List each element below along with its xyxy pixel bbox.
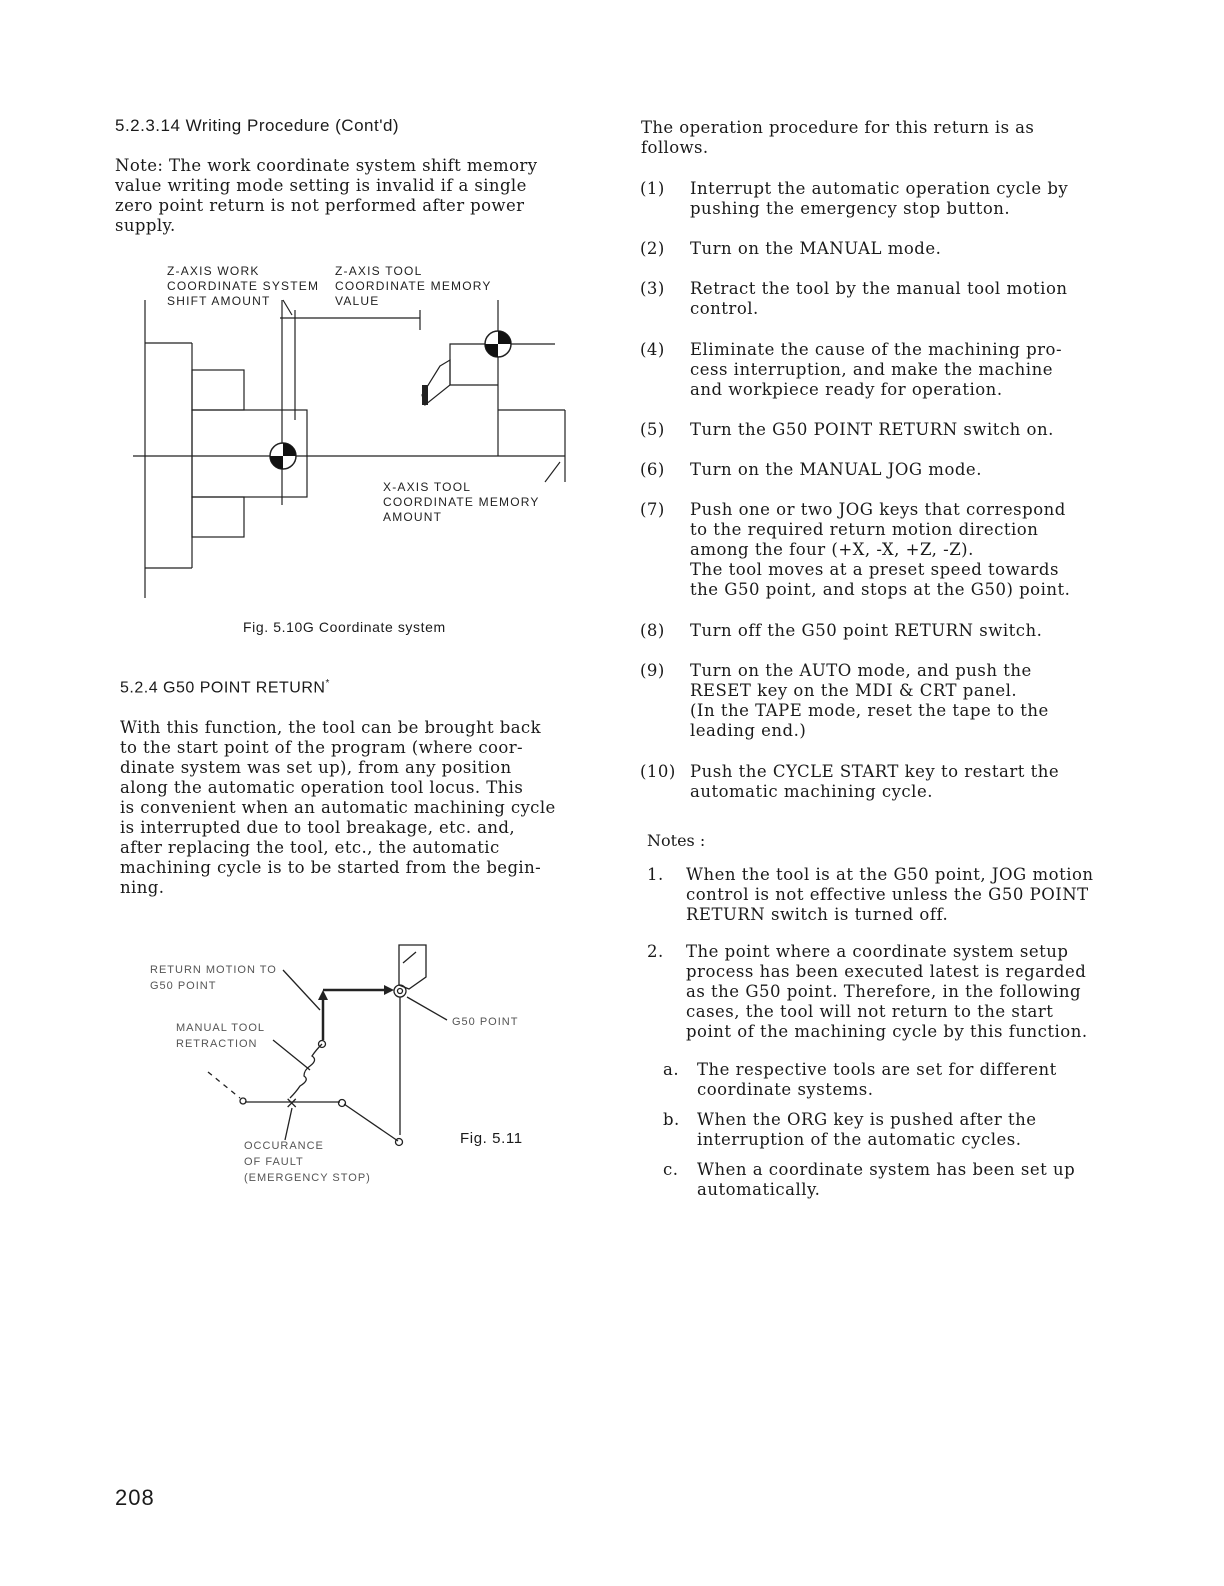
step-item — [640, 179, 1120, 219]
step-text: Interrupt the automatic operation cycle by pushing the emergency stop button. — [690, 179, 1069, 218]
step-number: (9) — [640, 661, 665, 680]
subnote-text: When a coordinate system has been set up automatically. — [697, 1160, 1076, 1199]
label-z-work-shift: Z-AXIS WORK COORDINATE SYSTEM SHIFT AMOUNT — [167, 264, 320, 308]
label-g50-point: G50 POINT — [452, 1016, 519, 1028]
figure-caption-5-10g: Fig. 5.10G Coordinate system — [243, 619, 446, 635]
page-number: 208 — [115, 1485, 155, 1510]
function-paragraph: With this function, the tool can be brought back to the start point of the program (where coor- dinate system was set up), from any position along the automatic operation tool locus. This is convenient when an automatic machining cycle is interrupted due to tool breakage, etc. and, after replacing the tool, etc., the automatic machining cycle is to be started from the begin- ning. — [120, 718, 556, 897]
label-x-tool-memory: X-AXIS TOOL COORDINATE MEMORY AMOUNT — [383, 480, 540, 524]
step-number: (6) — [640, 460, 665, 479]
step-number: (7) — [640, 500, 665, 519]
step-item — [640, 500, 1120, 600]
label-fault: OCCURANCE OF FAULT (EMERGENCY STOP) — [244, 1140, 371, 1184]
step-item — [640, 661, 1120, 741]
note-number: 2. — [647, 942, 664, 961]
step-item — [640, 460, 1120, 480]
section-heading: 5.2.3.14 Writing Procedure (Cont'd) — [115, 116, 400, 135]
step-item — [640, 762, 1120, 802]
note-paragraph: Note: The work coordinate system shift memory value writing mode setting is invalid if a single zero point return is not performed after power supply. — [115, 156, 538, 235]
note-text: When the tool is at the G50 point, JOG motion control is not effective unless the G50 POINT RETURN switch is turned off. — [686, 865, 1094, 924]
label-z-tool-memory: Z-AXIS TOOL COORDINATE MEMORY VALUE — [335, 264, 492, 308]
figure-caption-5-11: Fig. 5.11 — [460, 1130, 523, 1147]
step-item — [640, 340, 1120, 400]
label-return-motion: RETURN MOTION TO G50 POINT — [150, 964, 277, 992]
step-number: (10) — [640, 762, 676, 781]
step-text: Turn on the MANUAL JOG mode. — [690, 460, 982, 479]
step-item — [640, 621, 1120, 641]
note-item — [647, 942, 1127, 1042]
step-number: (4) — [640, 340, 665, 359]
step-number: (5) — [640, 420, 665, 439]
step-item — [640, 420, 1120, 440]
subnote-text: When the ORG key is pushed after the interruption of the automatic cycles. — [697, 1110, 1037, 1149]
heading-g50-mark: * — [325, 678, 330, 689]
step-number: (8) — [640, 621, 665, 640]
step-text: Turn on the MANUAL mode. — [690, 239, 942, 258]
label-manual-retraction: MANUAL TOOL RETRACTION — [176, 1022, 266, 1050]
step-number: (1) — [640, 179, 665, 198]
step-text: Push one or two JOG keys that correspond to the required return motion direction among the four (+X, -X, +Z, -Z). The tool moves at a preset speed towards the G50 point, and stops at the G50) point. — [690, 500, 1071, 599]
step-text: Turn off the G50 point RETURN switch. — [690, 621, 1043, 640]
intro-paragraph: The operation procedure for this return is as follows. — [641, 118, 1035, 157]
notes-title: Notes : — [647, 831, 706, 850]
step-text: Turn the G50 POINT RETURN switch on. — [690, 420, 1054, 439]
step-text: Retract the tool by the manual tool motion control. — [690, 279, 1068, 318]
heading-g50-text: 5.2.4 G50 POINT RETURN — [120, 679, 326, 697]
subnote-text: The respective tools are set for different coordinate systems. — [697, 1060, 1057, 1099]
step-text: Eliminate the cause of the machining pro- cess interruption, and make the machine and workpiece ready for operation. — [690, 340, 1063, 399]
step-number: (2) — [640, 239, 665, 258]
step-number: (3) — [640, 279, 665, 298]
step-text: Push the CYCLE START key to restart the automatic machining cycle. — [690, 762, 1060, 801]
note-item — [647, 865, 1127, 925]
subnote-item — [663, 1110, 1143, 1150]
step-item — [640, 279, 1120, 319]
subnote-item — [663, 1160, 1143, 1200]
svg-text:×: × — [285, 1093, 299, 1112]
step-text: Turn on the AUTO mode, and push the RESET key on the MDI & CRT panel. (In the TAPE mode, reset the tape to the leading end.) — [690, 661, 1049, 740]
subnote-item — [663, 1060, 1143, 1100]
note-text: The point where a coordinate system setup process has been executed latest is regarded as the G50 point. Therefore, in the following cases, the tool will not return to the start point of the machining cycle by this function. — [686, 942, 1088, 1041]
subnote-letter: b. — [663, 1110, 680, 1129]
subnote-letter: c. — [663, 1160, 679, 1179]
note-number: 1. — [647, 865, 664, 884]
step-item — [640, 239, 1120, 259]
subnote-letter: a. — [663, 1060, 680, 1079]
